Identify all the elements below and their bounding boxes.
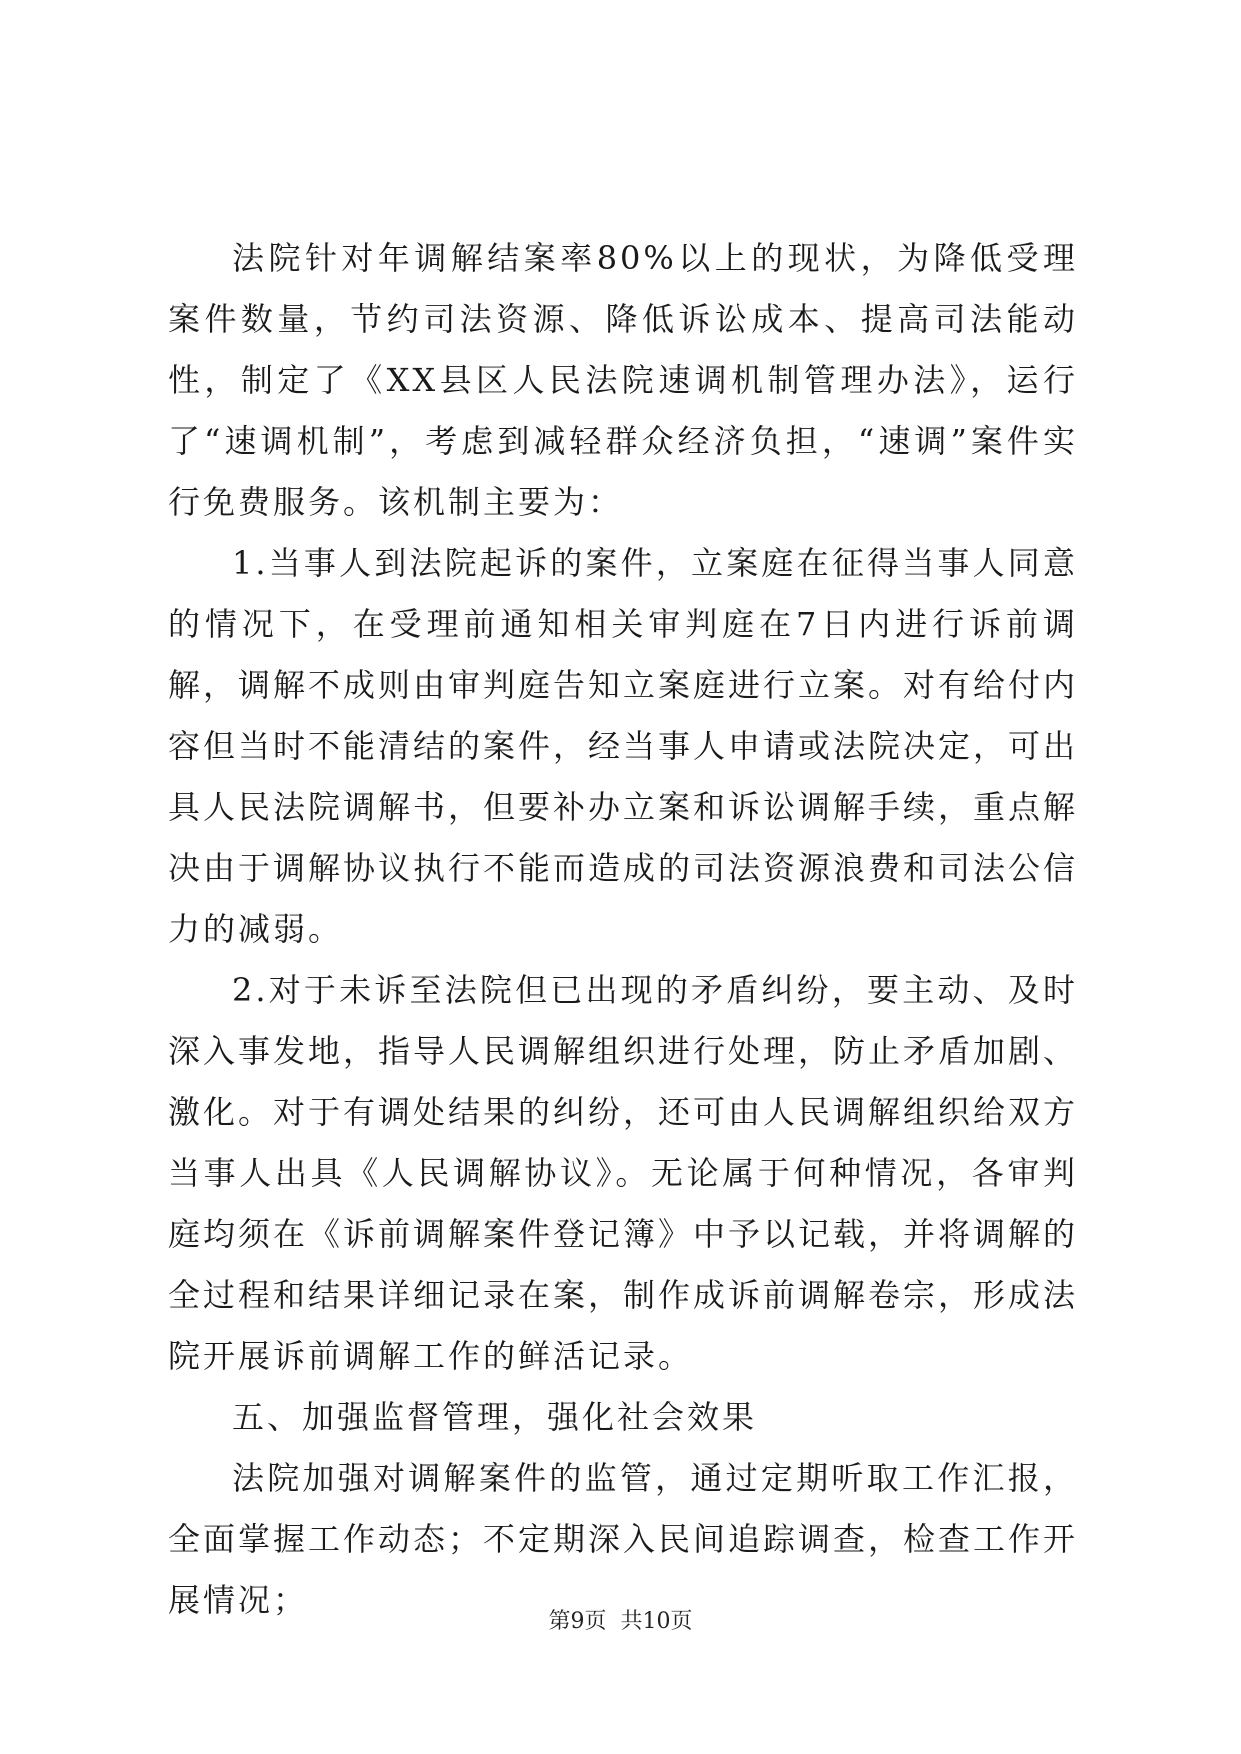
document-body: [168, 228, 1078, 1631]
paragraph-final: 法院加强对调解案件的监管，通过定期听取工作汇报，全面掌握工作动态；不定期深入民间追踪调查，检查工作开展情况；: [168, 1459, 1079, 1619]
paragraph-item-2: 2.对于未诉至法院但已出现的矛盾纠纷，要主动、及时深入事发地，指导人民调解组织进行处理，防止矛盾加剧、激化。对于有调处结果的纠纷，还可由人民调解组织给双方当事人出具《人民调解协议》。无论属于何种情况，各审判庭均须在《诉前调解案件登记簿》中予以记载，并将调解的全过程和结果详细记录在案，制作成诉前调解卷宗，形成法院开展诉前调解工作的鲜活记录。: [168, 971, 1079, 1375]
paragraph-item-1: 1.当事人到法院起诉的案件，立案庭在征得当事人同意的情况下，在受理前通知相关审判庭在7日内进行诉前调解，调解不成则由审判庭告知立案庭进行立案。对有给付内容但当时不能清结的案件，经当事人申请或法院决定，可出具人民法院调解书，但要补办立案和诉讼调解手续，重点解决由于调解协议执行不能而造成的司法资源浪费和司法公信力的减弱。: [168, 544, 1079, 948]
section-heading: 五、加强监督管理，强化社会效果: [232, 1398, 758, 1436]
page-number: 第9页 共10页: [548, 1609, 693, 1634]
page-footer: [0, 1607, 1241, 1637]
paragraph-intro: 法院针对年调解结案率80%以上的现状，为降低受理案件数量，节约司法资源、降低诉讼成本、提高司法能动性，制定了《XX县区人民法院速调机制管理办法》，运行了“速调机制”，考虑到减轻群众经济负担，“速调”案件实行免费服务。该机制主要为：: [168, 239, 1078, 521]
